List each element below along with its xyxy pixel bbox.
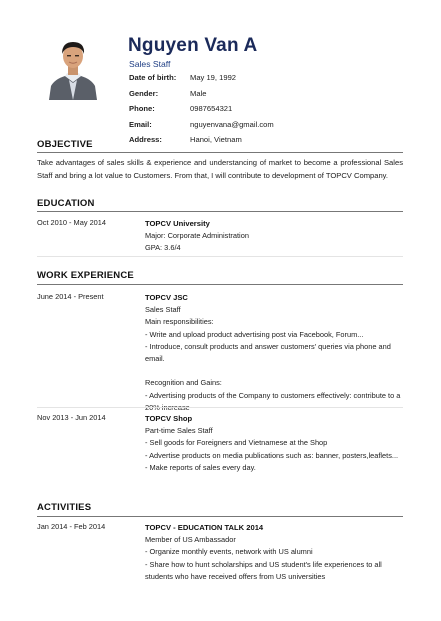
info-label: Phone: (129, 104, 155, 114)
person-photo-icon (47, 36, 99, 100)
section-divider (37, 284, 403, 285)
section-divider (37, 211, 403, 212)
entry-line: GPA: 3.6/4 (145, 243, 181, 253)
info-row-email (129, 117, 274, 133)
entry-line: - Make reports of sales every day. (145, 462, 256, 472)
profile-photo (47, 36, 99, 100)
entry-line: Recognition and Gains: (145, 378, 222, 388)
entry-line: Sales Staff (145, 305, 181, 315)
info-value: Male (190, 88, 207, 98)
entry-date: Jan 2014 - Feb 2014 (37, 522, 106, 531)
entry-divider (37, 407, 403, 408)
section-divider (37, 516, 403, 517)
entry-line: - Write and upload product advertising post via Facebook, Forum... (145, 329, 364, 339)
section-title-activities: ACTIVITIES (37, 502, 92, 513)
entry-org: TOPCV - EDUCATION TALK 2014 (145, 523, 264, 532)
objective-text: Take advantages of sales skills & experience and understancing of market to become a professional Sales Staff and bring a lot value to Customers. From that, I will contribute to development of TOPCV Company. (37, 158, 403, 180)
entry-org: TOPCV University (145, 219, 210, 228)
entry-line: Major: Corporate Administration (145, 231, 249, 241)
section-divider (37, 152, 403, 153)
candidate-role: Sales Staff (129, 59, 171, 69)
section-title-education: EDUCATION (37, 198, 95, 209)
entry-date: Nov 2013 - Jun 2014 (37, 413, 106, 422)
entry-line: - Organize monthly events, network with US alumni (145, 547, 313, 557)
entry-body (145, 218, 403, 255)
entry-line: Part-time Sales Staff (145, 426, 213, 436)
entry-date: June 2014 - Present (37, 292, 104, 301)
info-label: Email: (129, 119, 152, 129)
info-label: Gender: (129, 88, 159, 98)
info-value: Hanoi, Vietnam (190, 135, 242, 145)
entry-line: - Sell goods for Foreigners and Vietnamese at the Shop (145, 438, 328, 448)
entry-body (145, 522, 403, 583)
entry-org: TOPCV Shop (145, 414, 193, 423)
entry-body (145, 292, 403, 414)
info-value: 0987654321 (190, 104, 233, 114)
entry-line: - Introduce, consult products and answer customers' queries via phone and email. (145, 341, 391, 364)
entry-line: - Share how to hunt scholarships and US student's life experiences to all students who have received offers from US universities (145, 559, 382, 581)
info-label: Date of birth: (129, 73, 177, 83)
info-row-phone (129, 101, 274, 117)
entry-body (145, 413, 403, 474)
entry-divider (37, 256, 403, 257)
info-label: Address: (129, 135, 162, 145)
info-value: nguyenvana@gmail.com (190, 119, 274, 129)
personal-info (129, 70, 274, 148)
entry-spacer (145, 365, 403, 377)
info-row-address (129, 132, 274, 148)
candidate-name: Nguyen Van A (128, 35, 258, 56)
entry-line: - Advertise products on media publications such as: banner, posters,leaflets... (145, 450, 399, 460)
section-title-work: WORK EXPERIENCE (37, 270, 134, 281)
entry-date: Oct 2010 - May 2014 (37, 218, 107, 227)
entry-line: Main responsibilities: (145, 317, 214, 327)
entry-line: Member of US Ambassador (145, 535, 236, 545)
info-row-dob (129, 70, 274, 86)
info-value: May 19, 1992 (190, 73, 237, 83)
entry-line: - Advertising products of the Company to customers effectively: contribute to a 20% increase (145, 390, 401, 412)
entry-org: TOPCV JSC (145, 293, 188, 302)
section-title-objective: OBJECTIVE (37, 139, 93, 150)
info-row-gender (129, 86, 274, 102)
